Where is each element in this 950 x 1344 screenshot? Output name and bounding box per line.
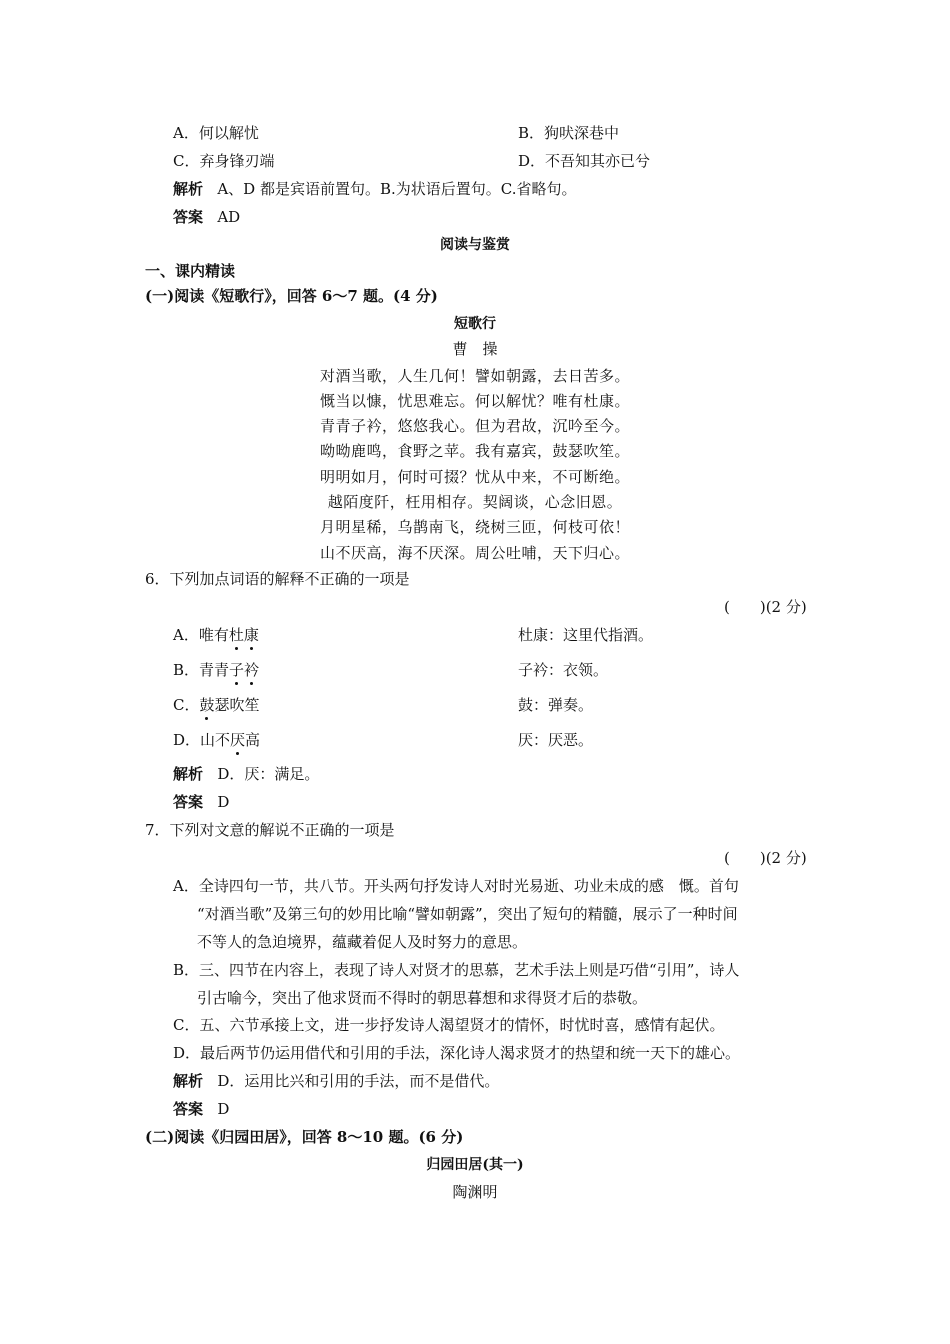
q7-option-a-line: A．全诗四句一节，共八节。开头两句抒发诗人对时光易逝、功业未成的感 慨。首句 bbox=[173, 877, 739, 895]
sub-heading-one: (一)阅读《短歌行》，回答 6～7 题。(4 分) bbox=[145, 287, 438, 305]
q6-stem: 6．下列加点词语的解释不正确的一项是 bbox=[145, 570, 410, 588]
q6-score: ( )(2 分) bbox=[724, 598, 807, 616]
option-b: B．狗吠深巷中 bbox=[518, 124, 620, 142]
option-text: D．山不 bbox=[173, 731, 231, 749]
q7-option-d-line: D．最后两节仍运用借代和引用的手法，深化诗人渴求贤才的热望和统一天下的雄心。 bbox=[173, 1044, 741, 1062]
poem2-title: 归园田居(其一) bbox=[426, 1157, 524, 1173]
poem-line: 明明如月，何时可掇？忧从中来，不可断绝。 bbox=[319, 468, 630, 486]
poem2-author: 陶渊明 bbox=[452, 1183, 498, 1201]
analysis-label: 解析 bbox=[173, 180, 204, 198]
dotted-char: 康 bbox=[243, 626, 259, 644]
answer-label: 答案 bbox=[173, 793, 204, 811]
part-heading: 一、课内精读 bbox=[145, 262, 236, 280]
q7-option-b-line: B．三、四节在内容上，表现了诗人对贤才的思慕，艺术手法上则是巧借“引用”，诗人 bbox=[173, 961, 740, 979]
poem-line: 呦呦鹿鸣，食野之苹。我有嘉宾，鼓瑟吹笙。 bbox=[319, 442, 630, 460]
answer-label: 答案 bbox=[173, 208, 204, 226]
dotted-char: 子 bbox=[229, 661, 245, 679]
q7-analysis bbox=[173, 1071, 499, 1091]
option-a: A．何以解忧 bbox=[173, 124, 259, 142]
poem-line: 月明星稀，乌鹊南飞，绕树三匝，何枝可依！ bbox=[319, 518, 630, 536]
q6-option-c-explanation: 鼓：弹奏。 bbox=[518, 696, 594, 714]
poem-title: 短歌行 bbox=[454, 316, 496, 332]
analysis-text: A、D 都是宾语前置句。B.为状语后置句。C.省略句。 bbox=[217, 180, 577, 198]
q7-stem: 7．下列对文意的解说不正确的一项是 bbox=[145, 821, 395, 839]
q6-option-d bbox=[173, 730, 260, 750]
q7-option-b-line: 引古喻今，突出了他求贤而不得时的朝思暮想和求得贤才后的恭敬。 bbox=[197, 989, 648, 1007]
analysis-text: D．厌：满足。 bbox=[217, 765, 320, 783]
q6-option-b bbox=[173, 660, 259, 680]
poem-author: 曹 操 bbox=[452, 340, 498, 358]
answer-text: D bbox=[217, 793, 230, 811]
poem-line: 山不厌高，海不厌深。周公吐哺，天下归心。 bbox=[319, 544, 630, 562]
q6-answer bbox=[173, 792, 229, 812]
q6-option-d-explanation: 厌：厌恶。 bbox=[518, 731, 594, 749]
dotted-char: 衿 bbox=[244, 661, 260, 679]
q7-option-a-line: “对酒当歌”及第三句的妙用比喻“譬如朝露”，突出了短句的精髓，展示了一种时间 bbox=[197, 905, 738, 923]
prev-analysis bbox=[173, 179, 576, 199]
analysis-label: 解析 bbox=[173, 1072, 204, 1090]
analysis-label: 解析 bbox=[173, 765, 204, 783]
option-text: A．唯有 bbox=[173, 626, 229, 644]
option-text: C． bbox=[173, 696, 200, 714]
prev-answer bbox=[173, 207, 240, 227]
analysis-text: D．运用比兴和引用的手法，而不是借代。 bbox=[217, 1072, 500, 1090]
dotted-char: 杜 bbox=[228, 626, 244, 644]
option-text: B．青青 bbox=[173, 661, 230, 679]
poem-line: 青青子衿，悠悠我心。但为君故，沉吟至今。 bbox=[319, 417, 630, 435]
q7-answer bbox=[173, 1099, 229, 1119]
dotted-char: 厌 bbox=[230, 731, 246, 749]
poem-line: 对酒当歌，人生几何！譬如朝露，去日苦多。 bbox=[319, 367, 630, 385]
q6-analysis bbox=[173, 764, 319, 784]
poem-line: 慨当以慷，忧思难忘。何以解忧？唯有杜康。 bbox=[319, 392, 630, 410]
answer-text: AD bbox=[217, 208, 241, 226]
option-text: 瑟吹笙 bbox=[214, 696, 260, 714]
q6-option-a bbox=[173, 625, 259, 645]
answer-label: 答案 bbox=[173, 1100, 204, 1118]
q6-option-a-explanation: 杜康：这里代指酒。 bbox=[518, 626, 654, 644]
option-text: 高 bbox=[245, 731, 261, 749]
q7-score: ( )(2 分) bbox=[724, 849, 807, 867]
option-d: D．不吾知其亦已兮 bbox=[518, 152, 651, 170]
q6-option-c bbox=[173, 695, 260, 715]
q6-option-b-explanation: 子衿：衣领。 bbox=[518, 661, 609, 679]
q7-option-c-line: C．五、六节承接上文，进一步抒发诗人渴望贤才的情怀，时忧时喜，感情有起伏。 bbox=[173, 1016, 725, 1034]
dotted-char: 鼓 bbox=[199, 696, 215, 714]
answer-text: D bbox=[217, 1100, 230, 1118]
q7-option-a-line: 不等人的急迫境界，蕴藏着促人及时努力的意思。 bbox=[197, 933, 528, 951]
option-c: C．弃身锋刃端 bbox=[173, 152, 275, 170]
poem-line: 越陌度阡，枉用相存。契阔谈，心念旧恩。 bbox=[327, 493, 623, 511]
sub-heading-two: (二)阅读《归园田居》，回答 8～10 题。(6 分) bbox=[145, 1128, 464, 1146]
section-title: 阅读与鉴赏 bbox=[440, 237, 510, 253]
